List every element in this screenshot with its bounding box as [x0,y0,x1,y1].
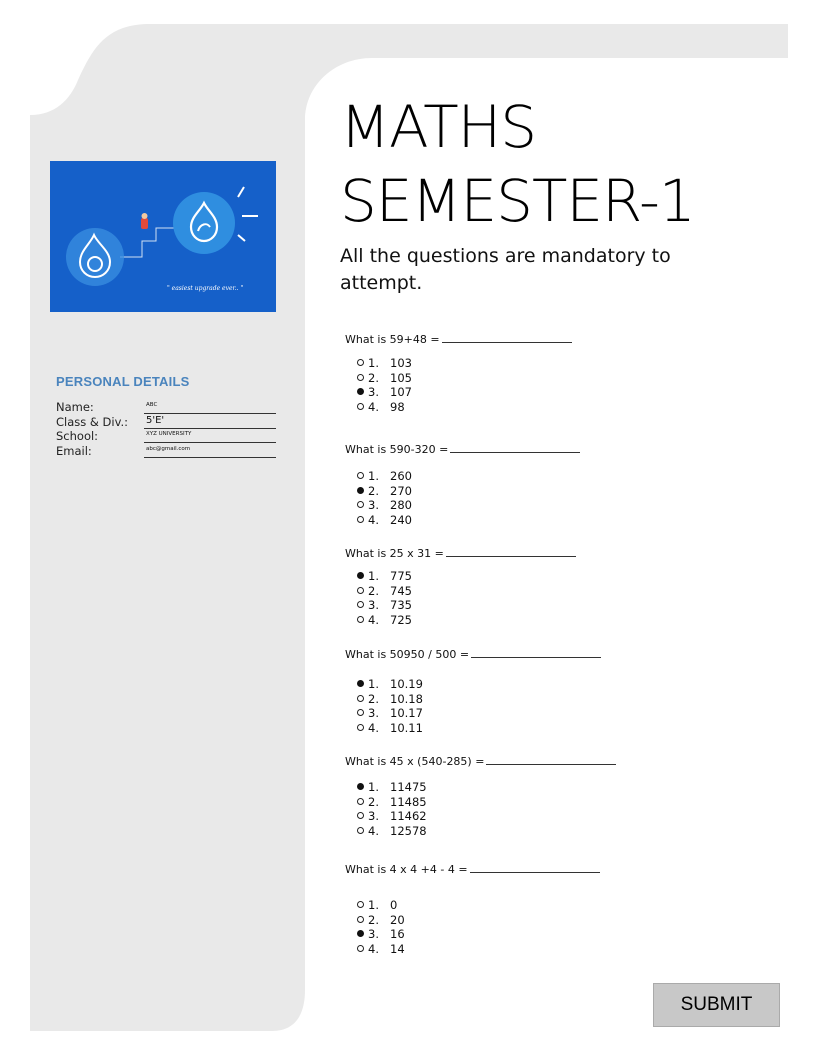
page-title [340,90,695,238]
option-item[interactable] [357,469,412,484]
option-number: 2. [368,483,379,498]
option-number: 1. [368,780,379,794]
option-item[interactable] [357,795,427,810]
option-item[interactable] [357,484,412,499]
radio-unchecked-icon[interactable] [357,945,364,952]
name-row [56,400,278,414]
question-label: What is 590-320 = [345,443,449,456]
radio-checked-icon[interactable] [357,572,364,579]
option-value: 735 [390,598,412,613]
option-value: 105 [390,370,412,385]
option-value: 260 [390,469,412,483]
option-item[interactable] [357,780,427,795]
question-label: What is 59+48 = [345,333,440,346]
option-value: 11485 [390,794,427,809]
answer-blank [486,753,616,765]
school-field[interactable]: XYZ UNIVERSITY [144,429,276,443]
option-item[interactable] [357,400,412,415]
radio-checked-icon[interactable] [357,680,364,687]
option-number: 2. [368,794,379,809]
radio-checked-icon[interactable] [357,783,364,790]
option-value: 11462 [390,809,427,824]
option-value: 14 [390,942,405,957]
radio-unchecked-icon[interactable] [357,403,364,410]
option-item[interactable] [357,809,427,824]
question-text [345,753,665,769]
email-row [56,444,278,458]
answer-blank [446,545,576,557]
option-value: 725 [390,613,412,628]
option-number: 4. [368,513,379,528]
option-number: 4. [368,824,379,839]
option-number: 2. [368,912,379,927]
radio-unchecked-icon[interactable] [357,601,364,608]
option-value: 98 [390,400,405,415]
question-text [345,861,665,877]
option-item[interactable] [357,677,423,692]
option-number: 4. [368,400,379,415]
option-item[interactable] [357,356,412,371]
question-label: What is 4 x 4 +4 - 4 = [345,863,468,876]
question-2 [345,441,665,528]
option-number: 1. [368,356,379,370]
radio-checked-icon[interactable] [357,487,364,494]
banner-image [50,161,276,312]
radio-unchecked-icon[interactable] [357,827,364,834]
radio-unchecked-icon[interactable] [357,501,364,508]
option-value: 270 [390,483,412,498]
option-item[interactable] [357,692,423,707]
option-number: 2. [368,691,379,706]
question-4 [345,646,665,736]
option-value: 280 [390,498,412,513]
radio-unchecked-icon[interactable] [357,516,364,523]
email-label: Email: [56,444,92,458]
options-list [357,569,412,628]
option-item[interactable] [357,569,412,584]
question-3 [345,545,665,628]
question-text [345,646,665,662]
option-value: 12578 [390,824,427,839]
options-list [357,677,423,736]
option-item[interactable] [357,613,412,628]
option-item[interactable] [357,706,423,721]
banner-tagline: " easiest upgrade ever.. " [167,285,244,292]
option-item[interactable] [357,584,412,599]
school-label: School: [56,429,99,443]
personal-details-title: PERSONAL DETAILS [56,374,190,389]
option-number: 1. [368,569,379,583]
option-number: 2. [368,583,379,598]
option-item[interactable] [357,913,405,928]
option-number: 1. [368,677,379,691]
radio-checked-icon[interactable] [357,388,364,395]
option-number: 4. [368,613,379,628]
radio-unchecked-icon[interactable] [357,798,364,805]
title-line-1: MATHS [340,93,537,161]
option-item[interactable] [357,513,412,528]
radio-unchecked-icon[interactable] [357,709,364,716]
option-number: 3. [368,385,379,400]
option-number: 4. [368,942,379,957]
answer-blank [470,861,600,873]
class-label: Class & Div.: [56,415,129,429]
options-list [357,469,412,528]
option-value: 10.17 [390,706,423,721]
question-label: What is 25 x 31 = [345,547,444,560]
question-label: What is 45 x (540-285) = [345,755,485,768]
answer-blank [471,646,601,658]
radio-unchecked-icon[interactable] [357,616,364,623]
option-value: 16 [390,927,405,942]
name-field[interactable]: ABC [144,400,276,414]
page-subtitle: All the questions are mandatory to attempt. [340,245,671,294]
option-value: 11475 [390,780,427,794]
question-text [345,545,665,561]
option-value: 103 [390,356,412,370]
question-text [345,441,665,457]
class-row [56,415,278,429]
question-1 [345,331,665,415]
radio-unchecked-icon[interactable] [357,695,364,702]
radio-unchecked-icon[interactable] [357,587,364,594]
email-field[interactable]: abc@gmail.com [144,444,276,458]
question-label: What is 50950 / 500 = [345,648,470,661]
options-list [357,780,427,839]
option-number: 4. [368,721,379,736]
option-item[interactable] [357,942,405,957]
radio-unchecked-icon[interactable] [357,901,364,908]
option-value: 0 [390,898,398,912]
radio-unchecked-icon[interactable] [357,916,364,923]
option-value: 10.18 [390,691,423,706]
question-6 [345,861,665,957]
option-item[interactable] [357,598,412,613]
option-number: 1. [368,898,379,912]
option-number: 1. [368,469,379,483]
option-item[interactable] [357,385,412,400]
option-item[interactable] [357,498,412,513]
option-value: 10.19 [390,677,423,691]
options-list [357,356,412,415]
submit-button[interactable]: SUBMIT [653,983,780,1027]
option-number: 3. [368,598,379,613]
option-number: 2. [368,370,379,385]
option-number: 3. [368,706,379,721]
option-value: 10.11 [390,721,423,736]
radio-unchecked-icon[interactable] [357,472,364,479]
option-number: 3. [368,498,379,513]
option-value: 775 [390,569,412,583]
class-field[interactable]: 5'E' [144,415,276,429]
option-item[interactable] [357,898,405,913]
radio-unchecked-icon[interactable] [357,374,364,381]
option-item[interactable] [357,927,405,942]
option-value: 20 [390,912,405,927]
option-item[interactable] [357,824,427,839]
title-line-2: SEMESTER-1 [340,167,695,235]
school-row [56,429,278,443]
name-label: Name: [56,400,94,414]
option-item[interactable] [357,721,423,736]
option-value: 107 [390,385,412,400]
question-text [345,331,665,347]
radio-unchecked-icon[interactable] [357,724,364,731]
radio-unchecked-icon[interactable] [357,359,364,366]
option-number: 3. [368,927,379,942]
option-value: 745 [390,583,412,598]
radio-unchecked-icon[interactable] [357,812,364,819]
answer-blank [450,441,580,453]
radio-checked-icon[interactable] [357,930,364,937]
option-item[interactable] [357,371,412,386]
option-number: 3. [368,809,379,824]
answer-blank [442,331,572,343]
option-value: 240 [390,513,412,528]
question-5 [345,753,665,839]
options-list [357,898,405,957]
